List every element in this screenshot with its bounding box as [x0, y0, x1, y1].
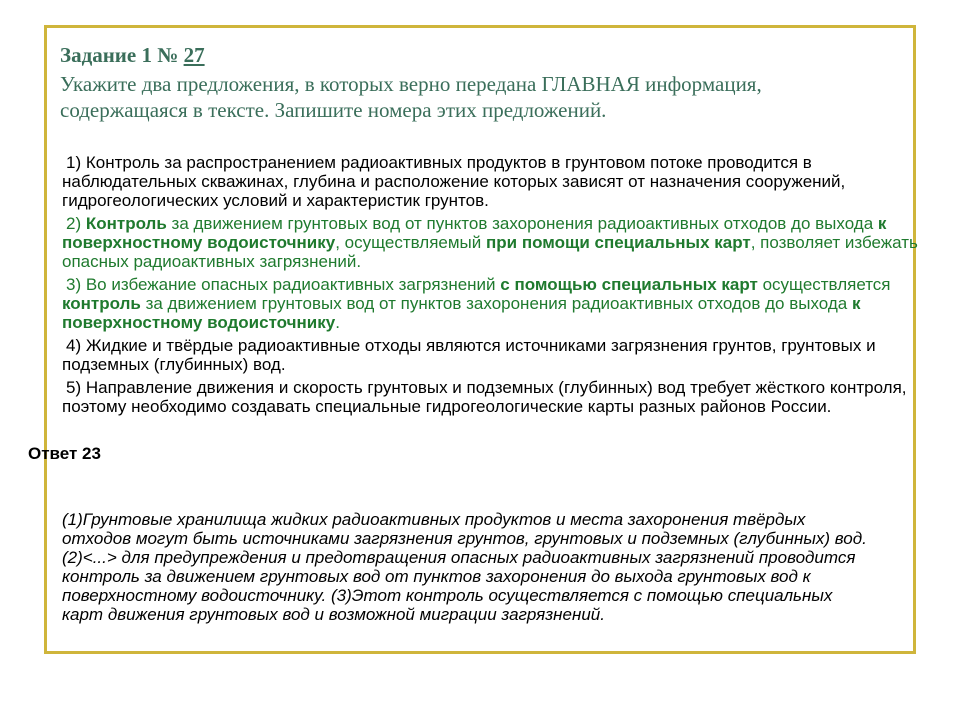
slide-title	[60, 42, 900, 68]
answer-label: Ответ 23	[28, 444, 101, 463]
sentence-5: 5) Направление движения и скорость грунтовых и подземных (глубинных) вод требует жёсткого контроля, поэтому необходимо создавать специальные гидрогеологические карты разных районов России.	[62, 378, 907, 416]
source-text-explanation: (1)Грунтовые хранилища жидких радиоактивных продуктов и места захоронения твёрдых отходов могут быть источниками загрязнения грунтов, грунтовых и подземных (глубинных) вод. (2)<...> для предупреждения и предотвращения опасных радиоактивных загрязнений проводится контроль за движением грунтовых вод от пунктов захоронения до выхода грунтовых вод к поверхностному водоисточнику. (3)Этот контроль осуществляется с помощью специальных карт движения грунтовых вод и возможной миграции загрязнений.	[62, 510, 867, 624]
title-number: 27	[183, 43, 205, 67]
frame-left-rule	[44, 25, 47, 654]
title-head: Задание 1 №	[60, 43, 184, 67]
sentence-4: 4) Жидкие и твёрдые радиоактивные отходы являются источниками загрязнения грунтов, грунтовых и подземных (глубинных) вод.	[62, 336, 876, 374]
sentence-2: 2) Контроль за движением грунтовых вод от пунктов захоронения радиоактивных отходов до выхода к поверхностному водоисточнику, осуществляемый при помощи специальных карт, позволяет избежать опасных радиоактивных загрязнений.	[62, 214, 918, 271]
frame-top-rule	[44, 25, 916, 28]
sentence-1: 1) Контроль за распространением радиоактивных продуктов в грунтовом потоке проводится в наблюдательных скважинах, глубина и расположение которых зависят от назначения сооружений, гидрогеологических условий и характеристик грунтов.	[62, 153, 846, 210]
frame-bottom-rule	[44, 651, 916, 654]
task-instruction: Укажите два предложения, в которых верно передана ГЛАВНАЯ информация, содержащаяся в тексте. Запишите номера этих предложений.	[60, 72, 762, 122]
sentence-list	[62, 153, 934, 420]
sentence-3: 3) Во избежание опасных радиоактивных загрязнений с помощью специальных карт осуществляется контроль за движением грунтовых вод от пунктов захоронения радиоактивных отходов до выхода к поверхностному водоисточнику.	[62, 275, 891, 332]
